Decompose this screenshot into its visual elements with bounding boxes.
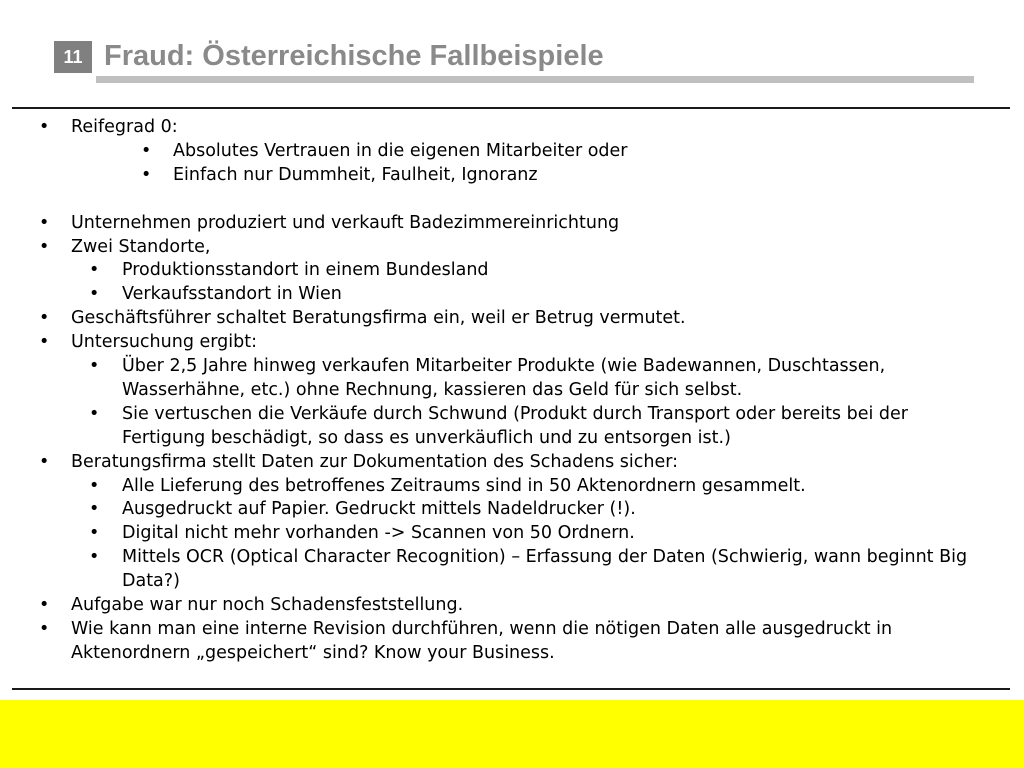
bullet-icon: • bbox=[39, 212, 50, 233]
bullet-text: Reifegrad 0: bbox=[71, 117, 178, 137]
bullet-item bbox=[36, 498, 996, 522]
bullet-text: Digital nicht mehr vorhanden -> Scannen von 50 Ordnern. bbox=[122, 523, 635, 544]
bullet-item bbox=[36, 140, 996, 164]
spacer bbox=[36, 188, 996, 212]
bullet-item bbox=[36, 618, 996, 666]
bullet-text: Mittels OCR (Optical Character Recognition) – Erfassung der Daten (Schwierig, wann beginnt Big Data?) bbox=[122, 547, 968, 592]
bullet-icon: • bbox=[39, 619, 50, 640]
bullet-item bbox=[36, 307, 996, 331]
bullet-item bbox=[36, 236, 996, 260]
bullet-item bbox=[36, 331, 996, 355]
bullet-item bbox=[36, 283, 996, 307]
bullet-icon: • bbox=[89, 260, 100, 281]
bullet-icon: • bbox=[89, 523, 100, 544]
bullet-text: Ausgedruckt auf Papier. Gedruckt mittels Nadeldrucker (!). bbox=[122, 499, 636, 520]
bullet-text: Aufgabe war nur noch Schadensfeststellung. bbox=[71, 595, 464, 616]
bullet-icon: • bbox=[39, 451, 50, 472]
bullet-item bbox=[36, 546, 996, 594]
bullet-icon: • bbox=[141, 164, 152, 185]
bullet-icon: • bbox=[39, 308, 50, 329]
bullet-item bbox=[36, 259, 996, 283]
bullet-text: Beratungsfirma stellt Daten zur Dokumentation des Schadens sicher: bbox=[71, 451, 679, 472]
bullet-icon: • bbox=[39, 236, 50, 257]
title-underline bbox=[96, 76, 974, 83]
bullet-item bbox=[36, 355, 996, 403]
slide-content bbox=[36, 116, 996, 666]
bullet-item bbox=[36, 451, 996, 475]
bullet-icon: • bbox=[89, 547, 100, 568]
bullet-item bbox=[36, 116, 996, 140]
bullet-text: Geschäftsführer schaltet Beratungsfirma ein, weil er Betrug vermutet. bbox=[71, 308, 686, 329]
bullet-icon: • bbox=[89, 356, 100, 377]
bullet-text: Über 2,5 Jahre hinweg verkaufen Mitarbeiter Produkte (wie Badewannen, Duschtassen, Wasserhähne, etc.) ohne Rechnung, kassieren das Geld für sich selbst. bbox=[122, 356, 886, 400]
bottom-divider bbox=[12, 688, 1010, 690]
bullet-text: Unternehmen produziert und verkauft Badezimmereinrichtung bbox=[71, 212, 620, 233]
bullet-text: Alle Lieferung des betroffenes Zeitraums sind in 50 Aktenordnern gesammelt. bbox=[122, 475, 806, 496]
bullet-text: Absolutes Vertrauen in die eigenen Mitarbeiter oder bbox=[173, 140, 628, 161]
bullet-item bbox=[36, 164, 996, 188]
slide-title: Fraud: Österreichische Fallbeispiele bbox=[104, 40, 604, 72]
bullet-text: Produktionsstandort in einem Bundesland bbox=[122, 260, 489, 281]
bullet-icon: • bbox=[89, 284, 100, 305]
bullet-icon: • bbox=[39, 117, 50, 137]
bullet-text: Wie kann man eine interne Revision durchführen, wenn die nötigen Daten alle ausgedruckt in Aktenordnern „gespeichert“ sind? Know your Business. bbox=[71, 619, 893, 663]
bullet-text: Untersuchung ergibt: bbox=[71, 332, 257, 353]
bullet-icon: • bbox=[39, 595, 50, 616]
footer-band bbox=[0, 700, 1024, 768]
bullet-item bbox=[36, 403, 996, 451]
bullet-item bbox=[36, 475, 996, 499]
bullet-text: Sie vertuschen die Verkäufe durch Schwund (Produkt durch Transport oder bereits bei der Fertigung beschädigt, so dass es unverkäuflich und zu entsorgen ist.) bbox=[122, 403, 908, 448]
bullet-item bbox=[36, 212, 996, 236]
bullet-icon: • bbox=[89, 403, 100, 424]
bullet-icon: • bbox=[89, 499, 100, 520]
bullet-icon: • bbox=[141, 140, 152, 161]
bullet-item bbox=[36, 594, 996, 618]
slide-number: 11 bbox=[54, 41, 92, 73]
top-divider bbox=[12, 107, 1010, 109]
bullet-item bbox=[36, 522, 996, 546]
bullet-text: Verkaufsstandort in Wien bbox=[122, 284, 342, 305]
bullet-text: Zwei Standorte, bbox=[71, 236, 211, 257]
bullet-text: Einfach nur Dummheit, Faulheit, Ignoranz bbox=[173, 164, 538, 185]
bullet-icon: • bbox=[89, 475, 100, 496]
bullet-icon: • bbox=[39, 332, 50, 353]
